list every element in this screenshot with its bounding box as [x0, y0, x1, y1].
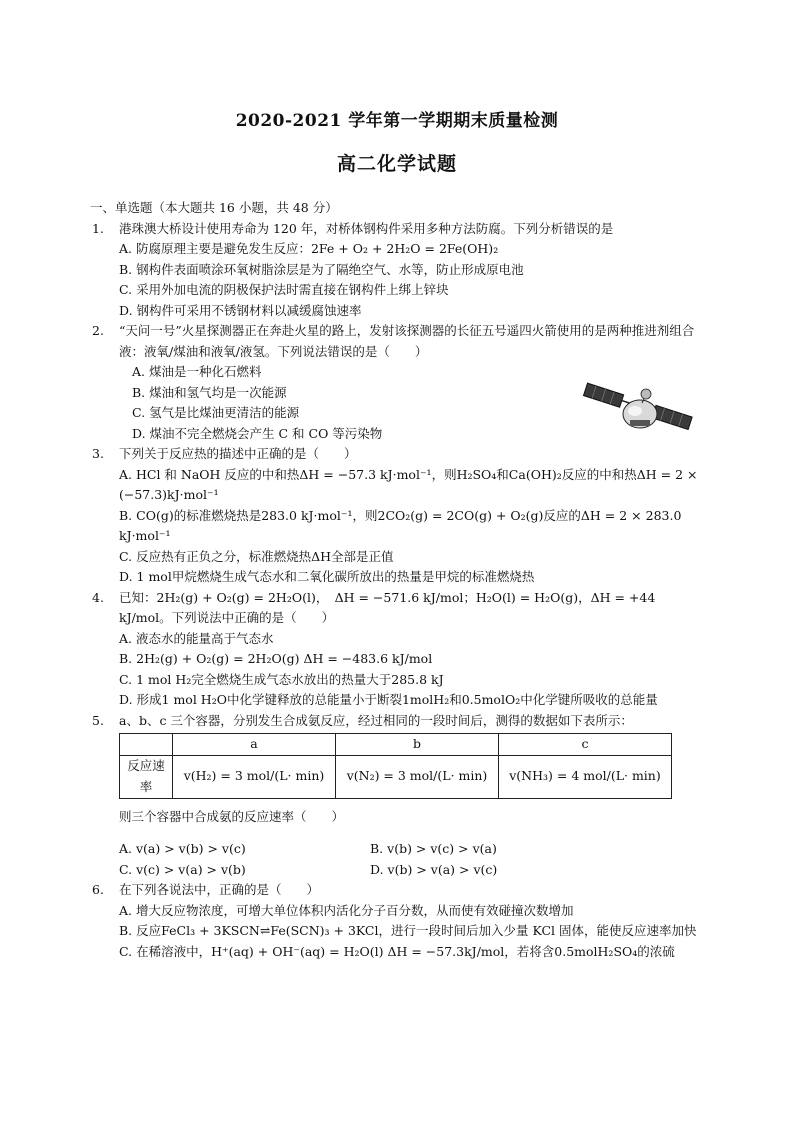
table-header-row — [120, 734, 672, 756]
rate-table — [119, 733, 672, 799]
question-1 — [92, 219, 698, 240]
question-number: 2. — [92, 323, 104, 338]
question-stem: 在下列各说法中，正确的是（ ） — [119, 882, 320, 897]
option-b: B. v(b) > v(c) > v(a) — [370, 841, 497, 856]
section-heading: 一、单选题（本大题共 16 小题，共 48 分） — [90, 200, 338, 215]
question-followup: 则三个容器中合成氨的反应速率（ ） — [119, 808, 345, 824]
option-d: D. 钢构件可采用不锈钢材料以减缓腐蚀速率 — [119, 302, 362, 318]
question-number: 5. — [92, 712, 104, 728]
table-header-cell: b — [336, 734, 499, 756]
table-cell: v(H₂) = 3 mol/(L· min) — [173, 755, 336, 798]
option-a: A. v(a) > v(b) > v(c) — [119, 841, 246, 856]
option-d: D. 煤油不完全燃烧会产生 C 和 CO 等污染物 — [132, 425, 383, 441]
question-number: 1. — [92, 220, 104, 236]
question-stem: a、b、c 三个容器，分别发生合成氨反应，经过相同的一段时间后，测得的数据如下表所示： — [119, 712, 633, 728]
exam-content — [92, 198, 698, 962]
question-stem: 下列关于反应热的描述中正确的是（ ） — [119, 446, 357, 461]
question-stem: 港珠澳大桥设计使用寿命为 120 年，对桥体钢构件采用多种方法防腐。下列分析错误的是 — [119, 220, 614, 236]
question-6 — [92, 880, 698, 901]
exam-title: 2020-2021 学年第一学期期末质量检测 — [235, 111, 559, 131]
option-c: C. 在稀溶液中，H⁺(aq) + OH⁻(aq) = H₂O(l) ΔH = −57.3kJ/mol，若将含0.5molH₂SO₄的浓硫 — [119, 943, 675, 959]
option-b: B. 煤油和氢气均是一次能源 — [132, 384, 287, 400]
question-number: 3. — [92, 446, 104, 461]
option-b: B. 钢构件表面喷涂环氧树脂涂层是为了隔绝空气、水等，防止形成原电池 — [119, 261, 524, 277]
option-a: A. 液态水的能量高于气态水 — [119, 630, 274, 646]
option-d: D. 形成1 mol H₂O中化学键释放的总能量小于断裂1molH₂和0.5molO₂中化学键所吸收的总能量 — [119, 692, 658, 707]
option-a: A. 增大反应物浓度，可增大单位体积内活化分子百分数，从而使有效碰撞次数增加 — [119, 902, 574, 918]
option-c: C. 氢气是比煤油更清洁的能源 — [132, 405, 300, 420]
question-2 — [92, 321, 698, 362]
table-header-cell — [120, 734, 173, 756]
option-b: B. CO(g)的标准燃烧热是283.0 kJ·mol⁻¹，则2CO₂(g) = 2CO(g) + O₂(g)反应的ΔH = 2 × 283.0 kJ·mol⁻¹ — [119, 507, 682, 543]
option-d: D. 1 mol甲烷燃烧生成气态水和二氧化碳所放出的热量是甲烷的标准燃烧热 — [119, 569, 535, 584]
option-a: A. 煤油是一种化石燃料 — [132, 364, 262, 379]
satellite-probe-image — [582, 378, 694, 440]
question-stem: 已知：2H₂(g) + O₂(g) = 2H₂O(l)， ΔH = −571.6 kJ/mol；H₂O(l) = H₂O(g)，ΔH = +44 kJ/mol。下列说法中正确的是（ ） — [119, 589, 656, 625]
option-row — [92, 860, 698, 881]
table-cell: v(N₂) = 3 mol/(L· min) — [336, 755, 499, 798]
option-d: D. v(b) > v(a) > v(c) — [370, 861, 498, 877]
option-b: B. 2H₂(g) + O₂(g) = 2H₂O(g) ΔH = −483.6 kJ/mol — [119, 651, 433, 666]
option-c: C. 采用外加电流的阴极保护法时需直接在钢构件上绑上锌块 — [119, 282, 449, 297]
option-c: C. 反应热有正负之分，标准燃烧热ΔH全部是正值 — [119, 548, 394, 564]
exam-subtitle: 高二化学试题 — [336, 153, 457, 175]
table-header-cell: a — [173, 734, 336, 756]
option-a: A. 防腐原理主要是避免发生反应：2Fe + O₂ + 2H₂O = 2Fe(OH)₂ — [119, 241, 499, 256]
table-row-label: 反应速率 — [120, 755, 173, 798]
question-stem: “天问一号”火星探测器正在奔赴火星的路上，发射该探测器的长征五号遥四火箭使用的是两种推进剂组合液：液氧/煤油和液氧/液氢。下列说法错误的是（ ） — [119, 323, 695, 359]
option-c: C. 1 mol H₂完全燃烧生成气态水放出的热量大于285.8 kJ — [119, 671, 444, 687]
question-5 — [92, 711, 698, 732]
question-number: 6. — [92, 882, 104, 897]
option-b: B. 反应FeCl₃ + 3KSCN⇌Fe(SCN)₃ + 3KCl，进行一段时间后加入少量 KCl 固体，能使反应速率加快 — [119, 923, 697, 938]
table-row — [120, 755, 672, 798]
table-header-cell: c — [499, 734, 672, 756]
question-3 — [92, 444, 698, 465]
question-number: 4. — [92, 589, 104, 605]
option-row — [92, 839, 698, 860]
question-4 — [92, 588, 698, 629]
option-a: A. HCl 和 NaOH 反应的中和热ΔH = −57.3 kJ·mol⁻¹，则H₂SO₄和Ca(OH)₂反应的中和热ΔH = 2 × (−57.3)kJ·mol⁻¹ — [119, 466, 698, 502]
option-c: C. v(c) > v(a) > v(b) — [119, 861, 246, 877]
table-cell: v(NH₃) = 4 mol/(L· min) — [499, 755, 672, 798]
